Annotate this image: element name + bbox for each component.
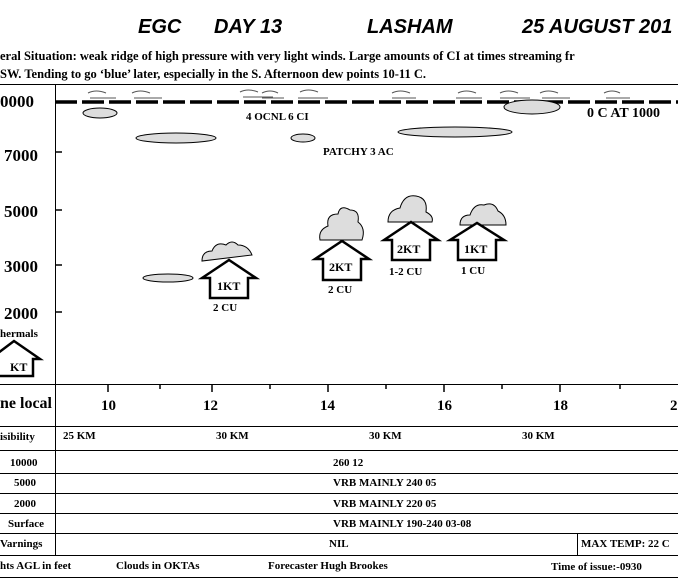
altitude-label-5000: 5000 (4, 202, 38, 221)
header-site: LASHAM (367, 16, 453, 38)
header-date: 25 AUGUST 201 (522, 16, 673, 38)
altitude-label-3000: 3000 (4, 257, 38, 276)
time-tick: 2 (670, 398, 678, 414)
time-tick: 12 (203, 398, 218, 414)
wind-value: VRB MAINLY 220 05 (333, 498, 437, 510)
warnings-label: Varnings (0, 538, 43, 550)
altitude-label-2000: 2000 (4, 304, 38, 323)
thermal-strength-1: 1KT (217, 279, 241, 293)
thermal-cu-3: 1-2 CU (389, 266, 423, 278)
visibility-label: isibility (0, 431, 35, 443)
thermal-cu-1: 2 CU (213, 302, 238, 314)
footer-forecaster: Forecaster Hugh Brookes (268, 560, 388, 572)
ac-label: PATCHY 3 AC (323, 146, 394, 158)
footer-heights-note: hts AGL in feet (0, 560, 72, 572)
wind-value: VRB MAINLY 190-240 03-08 (333, 518, 472, 530)
time-row-label: ne local (0, 395, 52, 412)
wind-value: VRB MAINLY 240 05 (333, 477, 437, 489)
wind-level: 2000 (14, 498, 36, 510)
header-day: DAY 13 (214, 16, 283, 38)
visibility-value: 30 KM (522, 430, 555, 442)
thermal-strength-3: 2KT (397, 242, 421, 256)
situation-line-1: eral Situation: weak ridge of high pressure with very light winds. Large amounts of CI at times streaming fr (0, 49, 575, 63)
visibility-value: 30 KM (216, 430, 249, 442)
footer-issue-time: Time of issue:-0930 (551, 561, 642, 573)
early-thermal-strength: KT (10, 360, 28, 374)
visibility-value: 25 KM (63, 430, 96, 442)
altitude-label-7000: 7000 (4, 146, 38, 165)
wind-value: 260 12 (333, 457, 364, 469)
header-org: EGC (138, 16, 182, 38)
wind-level: 5000 (14, 477, 36, 489)
warnings-value: NIL (329, 538, 349, 550)
thermal-strength-2: 2KT (329, 260, 353, 274)
thermal-strength-4: 1KT (464, 242, 488, 256)
time-tick: 10 (101, 398, 116, 414)
footer-clouds-note: Clouds in OKTAs (116, 560, 200, 572)
wind-level: Surface (8, 518, 45, 530)
ci-label: 4 OCNL 6 CI (246, 111, 309, 123)
time-tick: 18 (553, 398, 568, 414)
max-temp: MAX TEMP: 22 C (581, 538, 670, 550)
altitude-label-10000: 0000 (0, 92, 34, 111)
visibility-value: 30 KM (369, 430, 402, 442)
time-tick: 16 (437, 398, 452, 414)
time-tick: 14 (320, 398, 335, 414)
wind-level: 10000 (10, 457, 38, 469)
thermals-label: hermals (0, 328, 38, 340)
thermal-cu-2: 2 CU (328, 284, 353, 296)
situation-line-2: SW. Tending to go ‘blue’ later, especially in the S. Afternoon dew points 10-11 C. (0, 67, 426, 81)
freezing-level-label: 0 C AT 1000 (587, 106, 660, 121)
thermal-cu-4: 1 CU (461, 265, 486, 277)
